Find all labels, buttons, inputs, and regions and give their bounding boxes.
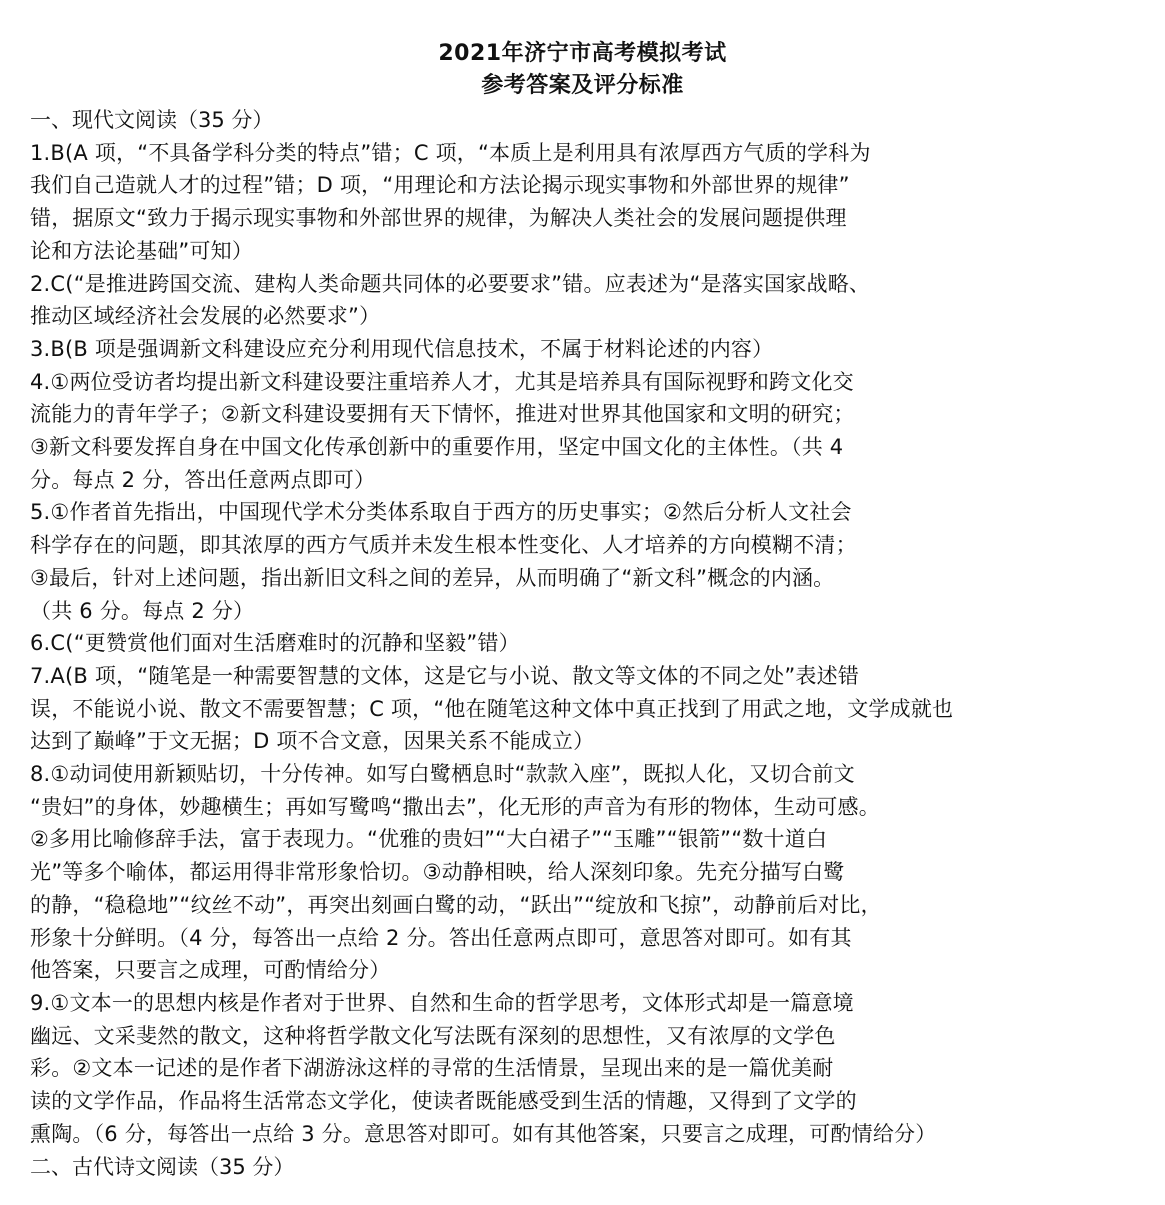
- text-line: 他答案，只要言之成理，可酌情给分）: [30, 958, 391, 983]
- text-line: 5.①作者首先指出，中国现代学术分类体系取自于西方的历史事实；②然后分析人文社会: [30, 500, 852, 525]
- text-line: 6.C(“更赞赏他们面对生活磨难时的沉静和坚毅”错）: [30, 631, 520, 656]
- document-subtitle: 参考答案及评分标准: [481, 73, 684, 98]
- document-title: 2021年济宁市高考模拟考试: [438, 41, 727, 66]
- text-line: 1.B(A 项，“不具备学科分类的特点”错；C 项，“本质上是利用具有浓厚西方气质的学科为: [30, 140, 871, 165]
- text-line: 光”等多个喻体，都运用得非常形象恰切。③动静相映，给人深刻印象。先充分描写白鹭: [30, 860, 845, 885]
- text-line: 的静，“稳稳地”“纹丝不动”，再突出刻画白鹭的动，“跃出”“绽放和飞掠”，动静前后对比，: [30, 892, 882, 917]
- text-line: ②多用比喻修辞手法，富于表现力。“优雅的贵妇”“大白裙子”“玉雕”“银箭”“数十道白: [30, 827, 828, 852]
- text-line: 3.B(B 项是强调新文科建设应充分利用现代信息技术，不属于材料论述的内容）: [30, 336, 774, 361]
- text-line: 读的文学作品，作品将生活常态文学化，使读者既能感受到生活的情趣，又得到了文学的: [30, 1089, 857, 1114]
- text-line: （共 6 分。每点 2 分）: [30, 598, 255, 623]
- text-line: 达到了巅峰”于文无据；D 项不合文意，因果关系不能成立）: [30, 729, 595, 754]
- text-line: 9.①文本一的思想内核是作者对于世界、自然和生命的哲学思考，文体形式却是一篇意境: [30, 990, 854, 1015]
- section-heading-classical-reading: 二、古代诗文阅读（35 分）: [30, 1154, 295, 1179]
- section-heading-modern-reading: 一、现代文阅读（35 分）: [30, 108, 274, 132]
- text-line: 论和方法论基础”可知）: [30, 238, 254, 263]
- text-line: 我们自己造就人才的过程”错；D 项，“用理论和方法论揭示现实事物和外部世界的规律”: [30, 173, 850, 198]
- text-line: 8.①动词使用新颖贴切，十分传神。如写白鹭栖息时“款款入座”，既拟人化，又切合前文: [30, 762, 855, 787]
- text-line: 4.①两位受访者均提出新文科建设要注重培养人才，尤其是培养具有国际视野和跨文化交: [30, 369, 854, 394]
- text-line: 流能力的青年学子；②新文科建设要拥有天下情怀，推进对世界其他国家和文明的研究；: [30, 402, 855, 427]
- text-line: 7.A(B 项，“随笔是一种需要智慧的文体，这是它与小说、散文等文体的不同之处”表述错: [30, 663, 860, 688]
- text-line: 分。每点 2 分，答出任意两点即可）: [30, 467, 376, 492]
- text-line: ③新文科要发挥自身在中国文化传承创新中的重要作用，坚定中国文化的主体性。（共 4: [30, 435, 844, 460]
- text-line: 误，不能说小说、散文不需要智慧；C 项，“他在随笔这种文体中真正找到了用武之地，文学成就也: [30, 696, 954, 721]
- text-line: 形象十分鲜明。（4 分，每答出一点给 2 分。答出任意两点即可，意思答对即可。如有其: [30, 925, 852, 950]
- text-line: 推动区域经济社会发展的必然要求”）: [30, 304, 381, 329]
- text-line: ③最后，针对上述问题，指出新旧文科之间的差异，从而明确了“新文科”概念的内涵。: [30, 565, 835, 590]
- text-line: 错，据原文“致力于揭示现实事物和外部世界的规律，为解决人类社会的发展问题提供理: [30, 206, 847, 231]
- text-line: 彩。②文本一记述的是作者下湖游泳这样的寻常的生活情景，呈现出来的是一篇优美耐: [30, 1056, 834, 1081]
- text-line: 2.C(“是推进跨国交流、建构人类命题共同体的必要要求”错。应表述为“是落实国家战略、: [30, 271, 871, 296]
- text-line: 幽远、文采斐然的散文，这种将哲学散文化写法既有深刻的思想性，又有浓厚的文学色: [30, 1023, 836, 1048]
- text-line: 熏陶。（6 分，每答出一点给 3 分。意思答对即可。如有其他答案，只要言之成理，可酌情给分）: [30, 1121, 937, 1146]
- text-line: “贵妇”的身体，妙趣横生；再如写鹭鸣“撒出去”，化无形的声音为有形的物体，生动可感。: [30, 794, 880, 819]
- text-line: 科学存在的问题，即其浓厚的西方气质并未发生根本性变化、人才培养的方向模糊不清；: [30, 533, 857, 558]
